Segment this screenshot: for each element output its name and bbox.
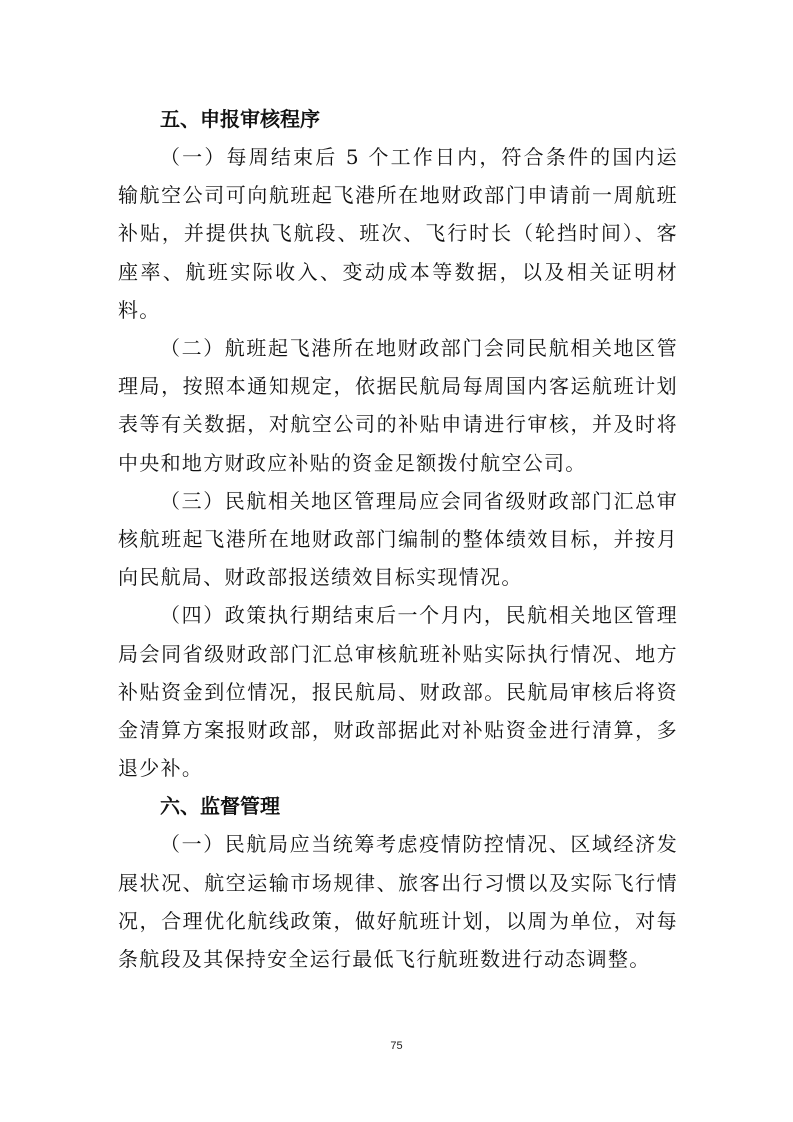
paragraph-application-1: （一）每周结束后 5 个工作日内，符合条件的国内运输航空公司可向航班起飞港所在地财政部门申请前一周航班补贴，并提供执飞航段、班次、飞行时长（轮挡时间）、客座率、航班实际收入、变动成本等数据，以及相关证明材料。 bbox=[118, 145, 678, 322]
section-heading-supervision: 六、监督管理 bbox=[160, 794, 280, 819]
document-body bbox=[118, 100, 678, 978]
page-number: 75 bbox=[390, 1040, 403, 1052]
paragraph-application-3: （三）民航相关地区管理局应会同省级财政部门汇总审核航班起飞港所在地财政部门编制的整体绩效目标，并按月向民航局、财政部报送绩效目标实现情况。 bbox=[118, 488, 678, 590]
paragraph-application-4: （四）政策执行期结束后一个月内，民航相关地区管理局会同省级财政部门汇总审核航班补贴实际执行情况、地方补贴资金到位情况，报民航局、财政部。民航局审核后将资金清算方案报财政部，财政部据此对补贴资金进行清算，多退少补。 bbox=[118, 603, 678, 781]
section-heading-application-review: 五、申报审核程序 bbox=[160, 107, 320, 131]
paragraph-supervision-1: （一）民航局应当统筹考虑疫情防控情况、区域经济发展状况、航空运输市场规律、旅客出行习惯以及实际飞行情况，合理优化航线政策，做好航班计划，以周为单位，对每条航段及其保持安全运行最低飞行航班数进行动态调整。 bbox=[118, 832, 678, 972]
paragraph-application-2: （二）航班起飞港所在地财政部门会同民航相关地区管理局，按照本通知规定，依据民航局每周国内客运航班计划表等有关数据，对航空公司的补贴申请进行审核，并及时将中央和地方财政应补贴的资金足额拨付航空公司。 bbox=[118, 336, 678, 475]
